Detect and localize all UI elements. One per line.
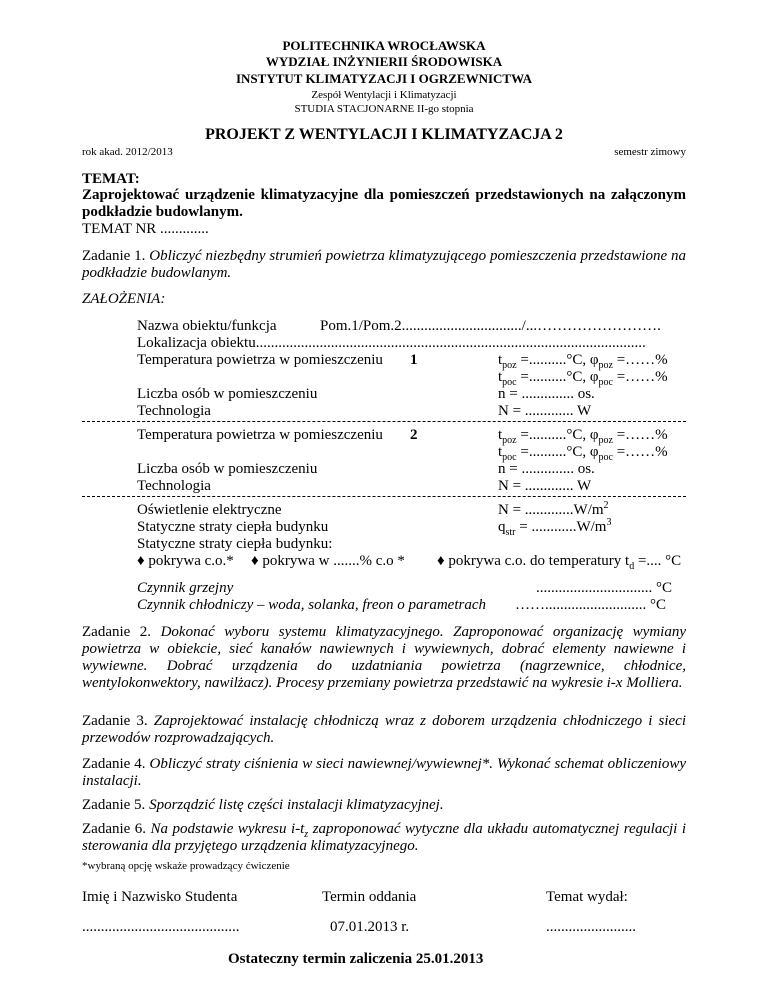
final-deadline: Ostateczny termin zaliczenia 25.01.2013 <box>228 951 484 967</box>
task-3-label: Zadanie 3. <box>82 713 148 729</box>
task-6-label: Zadanie 6. <box>82 821 147 837</box>
lighting-value: $N = .............W/m^2$ <box>498 500 609 518</box>
task-4 <box>82 756 686 790</box>
assumptions-heading: ZAŁOŻENIA: <box>82 291 166 307</box>
option-3: ♦ pokrywa c.o. do temperatury $t_d$ =.... °C <box>437 553 682 572</box>
room2-winter-params: $t_{poc} =..........^\circ C$, $\varphi_{poc}$ =……% <box>498 444 668 463</box>
room2-persons-value: n = .............. os. <box>498 461 595 477</box>
task-6-text: Na podstawie wykresu $i-t_z$ zaproponować wytyczne dla układu automatycznej regulacji i sterowania dla przyjętego urządzenia klimatyzacyjnego. <box>82 821 686 854</box>
task-2 <box>82 624 686 692</box>
room2-summer-params: $t_{poz} =..........^\circ C$, $\varphi_{poz}$ =……% <box>498 427 668 446</box>
lighting-label: Oświetlenie elektryczne <box>137 502 282 518</box>
room1-winter-params: $t_{poc} =..........^\circ C$, $\varphi_{poc}$ =……% <box>498 369 668 388</box>
task-1 <box>82 248 686 282</box>
cooling-value: ……........................... °C <box>515 597 667 613</box>
task-6 <box>82 821 686 855</box>
university-name: POLITECHNIKA WROCŁAWSKA <box>282 38 486 53</box>
deadline-value: 07.01.2013 r. <box>330 919 410 935</box>
task-2-label: Zadanie 2. <box>82 624 152 640</box>
heating-label: Czynnik grzejny <box>137 580 234 596</box>
room1-persons-label: Liczba osób w pomieszczeniu <box>137 386 318 402</box>
cooling-label: Czynnik chłodniczy – woda, solanka, freon o parametrach <box>137 597 486 613</box>
faculty-name: WYDZIAŁ INŻYNIERII ŚRODOWISKA <box>265 54 503 69</box>
academic-year: rok akad. 2012/2013 <box>82 146 173 158</box>
topic-number: TEMAT NR ............. <box>82 221 209 237</box>
room2-temp-label: Temperatura powietrza w pomieszczeniu <box>137 427 383 443</box>
topic-heading: TEMAT: <box>82 171 140 187</box>
room1-persons-value: n = .............. os. <box>498 386 595 402</box>
static-loss-label: Statyczne straty ciepła budynku <box>137 519 329 535</box>
room2-persons-label: Liczba osób w pomieszczeniu <box>137 461 318 477</box>
object-label: Nazwa obiektu/funkcja <box>137 318 277 334</box>
room1-summer-params: $t_{poz} =..........^\circ C$, $\varphi_{poz}$ =……% <box>498 352 668 371</box>
task-5-label: Zadanie 5. <box>82 797 146 813</box>
topic-text: Zaprojektować urządzenie klimatyzacyjne dla pomieszczeń przedstawionych na załączonym podkładzie budowlanym. <box>82 187 686 220</box>
room2-tech-label: Technologia <box>137 478 211 494</box>
team-name: Zespół Wentylacji i Klimatyzacji <box>311 89 457 101</box>
task-3-text: Zaprojektować instalację chłodniczą wraz z doborem urządzenia chłodniczego i sieci przewodów rozprowadzających. <box>82 713 686 746</box>
room1-tech-value: N = ............. W <box>498 403 592 419</box>
task-4-label: Zadanie 4. <box>82 756 146 772</box>
deadline-label: Termin oddania <box>322 889 417 905</box>
task-4-text: Obliczyć straty ciśnienia w sieci nawiewnej/wywiewnej*. Wykonać schemat obliczeniowy instalacji. <box>82 756 686 789</box>
institute-name: INSTYTUT KLIMATYZACJI I OGRZEWNICTWA <box>235 71 533 86</box>
divider <box>82 496 686 497</box>
project-title: PROJEKT Z WENTYLACJI I KLIMATYZACJA 2 <box>205 126 563 143</box>
room1-number: 1 <box>410 352 418 368</box>
footnote: *wybraną opcję wskaże prowadzący ćwiczenie <box>82 860 290 872</box>
location-line: Lokalizacja obiektu........................................................................................................ <box>137 335 646 351</box>
divider <box>82 421 686 422</box>
heating-value: ............................... °C <box>536 580 673 596</box>
static-loss2-label: Statyczne straty ciepła budynku: <box>137 536 333 552</box>
task-1-text: Obliczyć niezbędny strumień powietrza klimatyzującego pomieszczenia przedstawione na podkładzie budowlanym. <box>82 248 686 281</box>
object-value: Pom.1/Pom.2................................/...……………………. <box>320 318 661 334</box>
task-3 <box>82 713 686 747</box>
option-2: ♦ pokrywa w .......% c.o * <box>251 553 405 569</box>
option-1: ♦ pokrywa c.o.* <box>137 553 234 569</box>
task-1-label: Zadanie 1. <box>82 248 146 264</box>
student-label: Imię i Nazwisko Studenta <box>82 889 238 905</box>
room2-tech-value: N = ............. W <box>498 478 592 494</box>
task-2-text: Dokonać wyboru systemu klimatyzacyjnego. Zaproponować organizację wymiany powietrza w obiekcie, sieć kanałów nawiewnych i wywiewnych, dobrać elementy nawiewne i wywiewne. Dobrać urządzenia do uzdatniania powietrza (nagrzewnice, chłodnice, wentylokonwektory, nawilżacz). Procesy przemiany powietrza przedstawić na wykresie i-x Molliera. <box>82 624 686 691</box>
issued-value: ........................ <box>546 919 636 935</box>
studies-type: STUDIA STACJONARNE II-go stopnia <box>294 103 474 115</box>
student-value: .......................................... <box>82 919 240 935</box>
room1-temp-label: Temperatura powietrza w pomieszczeniu <box>137 352 383 368</box>
static-loss-value: $q_{str} = ............W/m^3$ <box>498 517 612 538</box>
issued-label: Temat wydał: <box>546 889 628 905</box>
room1-tech-label: Technologia <box>137 403 211 419</box>
task-5-text: Sporządzić listę części instalacji klimatyzacyjnej. <box>149 797 444 813</box>
semester: semestr zimowy <box>614 146 686 158</box>
task-5 <box>82 797 686 814</box>
room2-number: 2 <box>410 427 418 443</box>
